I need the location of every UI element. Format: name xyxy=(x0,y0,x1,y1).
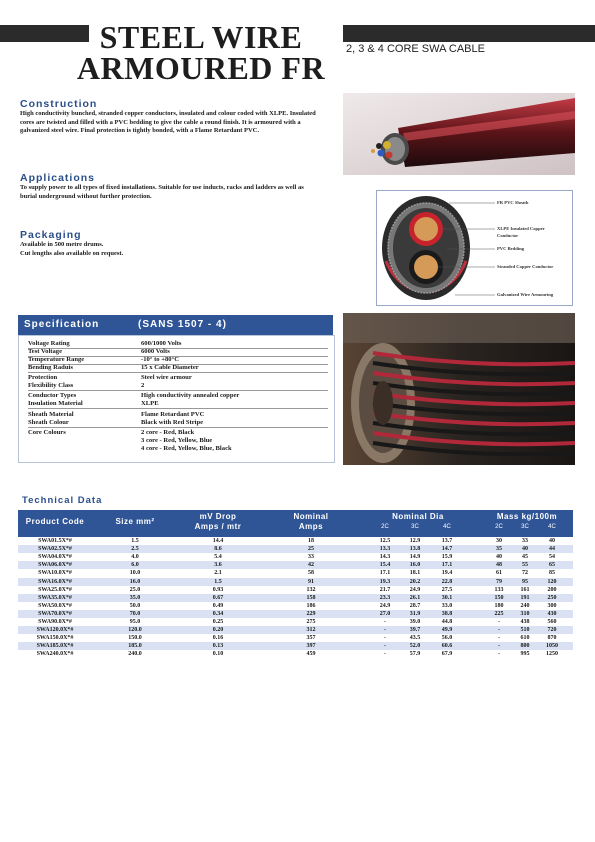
table-cell: 16.0 xyxy=(409,562,421,569)
packaging-line-1: Available in 500 metre drums. xyxy=(20,241,104,248)
spec-row: Bending Raduis 15 x Cable Diameter xyxy=(28,364,328,373)
table-cell: 0.13 xyxy=(212,643,224,650)
col-mass-3c: 3C xyxy=(521,524,529,530)
table-row xyxy=(18,545,573,553)
cable-drum-photo xyxy=(343,313,575,465)
label-pvc-bedding: PVC Bedding xyxy=(497,246,524,251)
table-cell: 14.3 xyxy=(379,554,391,561)
table-cell: 275 xyxy=(306,619,316,625)
table-cell: 42 xyxy=(308,562,314,569)
table-cell: SWA50.0X*# xyxy=(38,602,72,609)
spec-row: 4 core - Red, Yellow, Blue, Black xyxy=(141,445,232,452)
table-row xyxy=(18,650,573,658)
specification-heading: Specification xyxy=(24,319,100,330)
table-cell: 26.1 xyxy=(409,594,421,601)
table-cell: 30 xyxy=(496,538,502,544)
title-line-1: STEEL WIRE xyxy=(99,19,303,55)
table-cell: 19.3 xyxy=(379,578,391,585)
table-cell: 430 xyxy=(547,610,557,617)
page-subtitle: 2, 3 & 4 CORE SWA CABLE xyxy=(346,43,485,55)
table-cell: 58 xyxy=(308,570,314,577)
table-row xyxy=(18,561,573,569)
table-cell: SWA120.0X*# xyxy=(36,627,74,634)
table-cell: SWA04.0X*# xyxy=(38,554,72,561)
table-cell: 95 xyxy=(522,578,528,585)
table-cell: 200 xyxy=(547,586,557,593)
col-mv-drop: mV Drop xyxy=(199,512,237,521)
table-row xyxy=(18,537,573,545)
spec-row: Temperature Range -10° to +80°C xyxy=(28,356,328,365)
applications-text: To supply power to all types of fixed installations. Suitable for use inducts, racks and ladders as well as burial underground without further protection. xyxy=(20,184,304,200)
table-cell: 1.5 xyxy=(214,578,222,585)
col-dia-4c: 4C xyxy=(443,524,451,530)
table-cell: 13.8 xyxy=(409,546,421,553)
table-cell: - xyxy=(384,651,386,658)
table-cell: 12.9 xyxy=(409,538,421,544)
table-cell: 44.8 xyxy=(441,619,453,625)
table-cell: SWA16.0X*# xyxy=(38,578,72,585)
table-cell: 15.4 xyxy=(379,562,391,569)
packaging-line-2: Cut lengths also available on request. xyxy=(20,249,124,257)
table-cell: 67.9 xyxy=(441,651,453,658)
table-row xyxy=(18,578,573,586)
specification-standard: (SANS 1507 - 4) xyxy=(138,319,227,330)
header-bar-right xyxy=(343,25,595,42)
table-cell: 25 xyxy=(308,546,314,553)
table-row xyxy=(18,618,573,626)
table-cell: 397 xyxy=(306,643,316,650)
table-cell: 61 xyxy=(496,570,502,577)
label-xlpe-insulated: XLPE Insulated Copper Conductor xyxy=(497,226,545,238)
table-cell: 610 xyxy=(520,635,530,642)
table-cell: 49.9 xyxy=(441,627,453,634)
packaging-text xyxy=(20,241,318,258)
table-cell: 33.0 xyxy=(441,602,453,609)
table-cell: 18 xyxy=(308,538,314,544)
table-cell: 95.0 xyxy=(129,619,141,625)
table-cell: 31.9 xyxy=(409,610,421,617)
table-cell: 23.3 xyxy=(379,594,391,601)
table-cell: 191 xyxy=(520,594,530,601)
table-cell: 312 xyxy=(306,627,316,634)
table-cell: 19.4 xyxy=(441,570,453,577)
table-cell: 17.1 xyxy=(441,562,453,569)
table-cell: 2.5 xyxy=(131,546,139,553)
table-cell: 150 xyxy=(494,594,504,601)
table-cell: 17.1 xyxy=(379,570,391,577)
table-cell: 25.0 xyxy=(129,586,141,593)
table-cell: 310 xyxy=(520,610,530,617)
col-mv-drop-unit: Amps / mtr xyxy=(194,522,242,531)
col-nominal-amps: Amps xyxy=(298,522,324,531)
construction-heading: Construction xyxy=(20,98,98,110)
page-title xyxy=(56,19,346,86)
table-cell: 12.5 xyxy=(379,538,391,544)
title-line-2: ARMOURED FR xyxy=(76,50,326,86)
table-cell: 3.6 xyxy=(214,562,222,569)
table-cell: 229 xyxy=(306,610,316,617)
col-dia-2c: 2C xyxy=(381,524,389,530)
table-row xyxy=(18,642,573,650)
table-cell: 0.67 xyxy=(212,594,224,601)
table-cell: 72 xyxy=(522,570,528,577)
table-cell: 225 xyxy=(494,610,504,617)
table-cell: 870 xyxy=(547,635,557,642)
technical-data-heading: Technical Data xyxy=(22,495,103,506)
table-cell: 27.5 xyxy=(441,586,453,593)
table-cell: 56.0 xyxy=(441,635,453,642)
table-cell: 65 xyxy=(549,562,555,569)
col-mass: Mass kg/100m xyxy=(496,512,558,521)
table-cell: SWA01.5X*# xyxy=(38,538,72,544)
table-cell: 15.9 xyxy=(441,554,453,561)
table-cell: 52.0 xyxy=(409,643,421,650)
table-cell: 0.10 xyxy=(212,651,224,658)
table-cell: 24.9 xyxy=(409,586,421,593)
col-size: Size mm² xyxy=(115,517,155,526)
table-row xyxy=(18,626,573,634)
spec-row: 3 core - Red, Yellow, Blue xyxy=(141,437,213,444)
table-cell: 1250 xyxy=(546,651,558,658)
table-cell: 300 xyxy=(547,602,557,609)
table-cell: SWA150.0X*# xyxy=(36,635,74,642)
table-cell: SWA70.0X*# xyxy=(38,610,72,617)
table-cell: 39.0 xyxy=(409,619,421,625)
table-cell: 20.2 xyxy=(409,578,421,585)
table-cell: 21.7 xyxy=(379,586,391,593)
table-cell: - xyxy=(384,643,386,650)
table-cell: 48 xyxy=(496,562,502,569)
table-cell: SWA35.0X*# xyxy=(38,594,72,601)
table-cell: 22.8 xyxy=(441,578,453,585)
spec-row: Flexibility Class 2 xyxy=(28,382,328,391)
table-cell: 1050 xyxy=(546,643,558,650)
table-row xyxy=(18,634,573,642)
spec-row: Core Colours 2 core - Red, Black xyxy=(28,429,195,436)
table-cell: 40 xyxy=(522,546,528,553)
table-cell: 18.1 xyxy=(409,570,421,577)
cross-section-drawing xyxy=(377,191,572,305)
table-cell: 55 xyxy=(522,562,528,569)
table-cell: SWA240.0X*# xyxy=(36,651,74,658)
table-cell: 357 xyxy=(306,635,316,642)
table-cell: 43.5 xyxy=(409,635,421,642)
table-cell: 6.0 xyxy=(131,562,139,569)
specification-table xyxy=(18,335,335,463)
table-cell: 720 xyxy=(547,627,557,634)
applications-heading: Applications xyxy=(20,172,96,184)
table-cell: - xyxy=(384,635,386,642)
table-cell: - xyxy=(498,619,500,625)
table-cell: 0.49 xyxy=(212,602,224,609)
table-cell: 0.93 xyxy=(212,586,224,593)
col-dia-3c: 3C xyxy=(411,524,419,530)
table-cell: SWA25.0X*# xyxy=(38,586,72,593)
col-mass-4c: 4C xyxy=(548,524,556,530)
table-cell: - xyxy=(498,627,500,634)
table-cell: - xyxy=(498,651,500,658)
table-cell: 40 xyxy=(496,554,502,561)
table-cell: SWA10.0X*# xyxy=(38,570,72,577)
table-cell: 161 xyxy=(520,586,530,593)
table-cell: 45 xyxy=(522,554,528,561)
construction-text: High conductivity bunched, stranded copper conductors, insulated and colour coded with XLPE. Insulated cores are twisted and filled with a PVC bedding to give the cable a round finish. It is armoured with a galvanized steel wire. Final protection is tightly bonded, with a Flame Retardant PVC. xyxy=(20,110,316,135)
table-cell: 91 xyxy=(308,578,314,585)
col-nominal: Nominal xyxy=(293,512,329,521)
table-cell: - xyxy=(384,627,386,634)
spec-row: Protection Steel wire armour xyxy=(28,374,192,381)
spec-row: Insulation Material XLPE xyxy=(28,400,328,409)
table-cell: 60.6 xyxy=(441,643,453,650)
packaging-heading: Packaging xyxy=(20,229,82,241)
table-cell: 185.0 xyxy=(128,643,142,650)
table-cell: 4.0 xyxy=(131,554,139,561)
table-cell: 995 xyxy=(520,651,530,658)
col-nominal-dia: Nominal Dia xyxy=(392,512,444,521)
specification-header xyxy=(18,315,333,335)
table-cell: 459 xyxy=(306,651,316,658)
table-cell: - xyxy=(498,635,500,642)
spec-row: Conductor Types High conductivity annealed copper xyxy=(28,392,240,399)
table-cell: 57.9 xyxy=(409,651,421,658)
table-cell: 24.9 xyxy=(379,602,391,609)
table-cell: 150.0 xyxy=(128,635,142,642)
label-stranded-copper: Stranded Copper Conductor xyxy=(497,264,554,269)
table-cell: 0.16 xyxy=(212,635,224,642)
table-cell: 0.25 xyxy=(212,619,224,625)
label-fr-pvc-sheath: FR PVC Sheath xyxy=(497,200,529,205)
table-row xyxy=(18,610,573,618)
table-cell: 158 xyxy=(306,594,316,601)
table-row xyxy=(18,594,573,602)
technical-table-header xyxy=(18,510,573,537)
table-cell: 5.4 xyxy=(214,554,222,561)
table-cell: 14.4 xyxy=(212,538,224,544)
table-cell: 133 xyxy=(494,586,504,593)
table-cell: 0.20 xyxy=(212,627,224,634)
table-cell: SWA90.0X*# xyxy=(38,619,72,625)
table-cell: 510 xyxy=(520,627,530,634)
table-cell: 132 xyxy=(306,586,316,593)
table-cell: 16.0 xyxy=(129,578,141,585)
table-cell: 2.1 xyxy=(214,570,222,577)
table-cell: 560 xyxy=(547,619,557,625)
table-cell: 70.0 xyxy=(129,610,141,617)
label-galvanized-armouring: Galvanized Wire Armouring xyxy=(497,292,554,297)
table-cell: 120 xyxy=(547,578,557,585)
table-cell: 35.0 xyxy=(129,594,141,601)
table-cell: 13.7 xyxy=(441,538,453,544)
table-cell: SWA185.0X*# xyxy=(36,643,74,650)
table-cell: 240.0 xyxy=(128,651,142,658)
table-cell: 27.0 xyxy=(379,610,391,617)
table-cell: 33 xyxy=(308,554,314,561)
cross-section-diagram xyxy=(376,190,573,306)
table-cell: 1.5 xyxy=(131,538,139,544)
spec-row: Voltage Rating 600/1000 Volts xyxy=(28,340,328,349)
table-cell: 39.7 xyxy=(409,627,421,634)
table-cell: 85 xyxy=(549,570,555,577)
table-row xyxy=(18,553,573,561)
table-cell: 28.7 xyxy=(409,602,421,609)
table-cell: 13.3 xyxy=(379,546,391,553)
table-cell: 10.0 xyxy=(129,570,141,577)
table-cell: 438 xyxy=(520,619,530,625)
table-cell: 120.0 xyxy=(128,627,142,634)
table-row xyxy=(18,569,573,577)
table-cell: 14.7 xyxy=(441,546,453,553)
col-product-code: Product Code xyxy=(25,517,85,526)
table-cell: SWA02.5X*# xyxy=(38,546,72,553)
table-cell: 44 xyxy=(549,546,555,553)
cable-photo xyxy=(343,93,575,175)
table-cell: 0.34 xyxy=(212,610,224,617)
table-cell: 54 xyxy=(549,554,555,561)
table-cell: 186 xyxy=(306,602,316,609)
table-cell: SWA06.0X*# xyxy=(38,562,72,569)
table-row xyxy=(18,586,573,594)
table-cell: 35 xyxy=(496,546,502,553)
spec-row: Sheath Material Flame Retardant PVC xyxy=(28,411,205,418)
table-cell: 14.9 xyxy=(409,554,421,561)
table-cell: 30.1 xyxy=(441,594,453,601)
spec-row: Test Voltage 6000 Volts xyxy=(28,348,328,357)
table-cell: 33 xyxy=(522,538,528,544)
table-cell: 250 xyxy=(547,594,557,601)
table-cell: 240 xyxy=(520,602,530,609)
spec-row: Sheath Colour Black with Red Stripe xyxy=(28,419,328,428)
table-cell: 180 xyxy=(494,602,504,609)
table-cell: 800 xyxy=(520,643,530,650)
table-row xyxy=(18,602,573,610)
table-cell: 8.6 xyxy=(214,546,222,553)
table-cell: 79 xyxy=(496,578,502,585)
table-cell: - xyxy=(384,619,386,625)
col-mass-2c: 2C xyxy=(495,524,503,530)
table-cell: 40 xyxy=(549,538,555,544)
table-cell: - xyxy=(498,643,500,650)
table-cell: 38.8 xyxy=(441,610,453,617)
table-cell: 50.0 xyxy=(129,602,141,609)
